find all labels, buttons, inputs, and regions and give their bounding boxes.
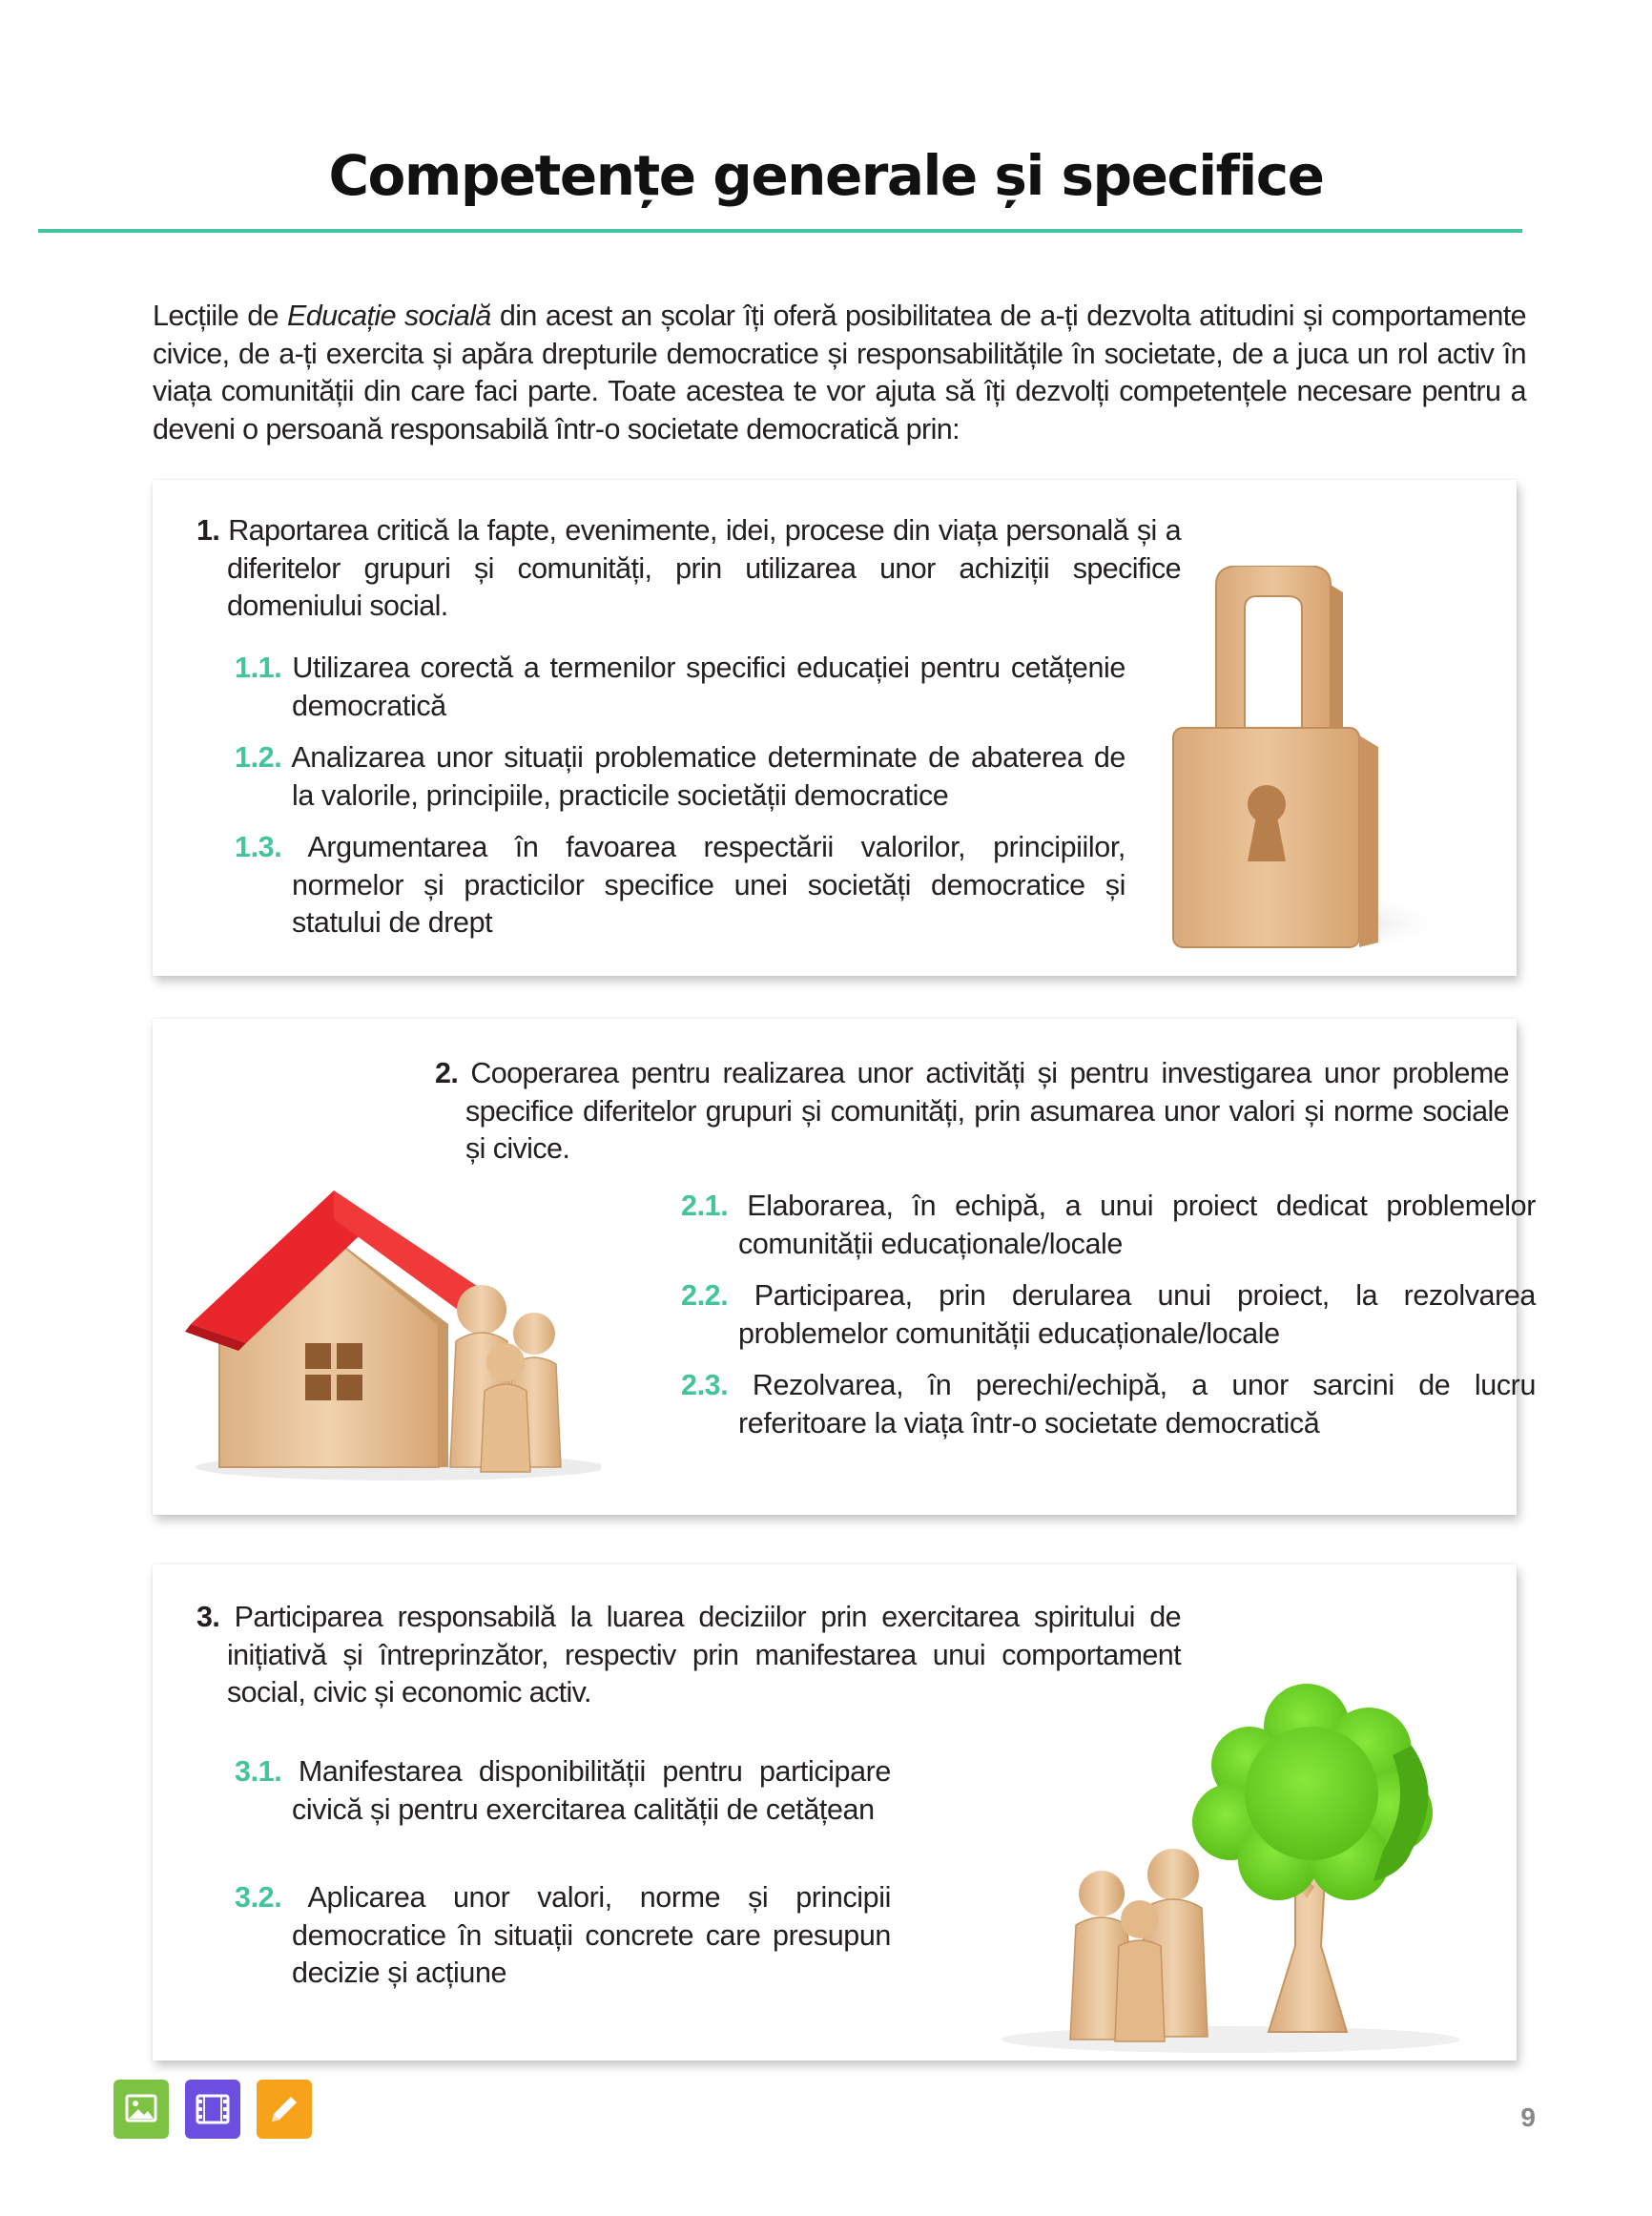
specific-1-2-number: 1.2. xyxy=(235,741,282,774)
title-underline xyxy=(38,229,1522,233)
competence-card-1 xyxy=(153,480,1517,976)
pencil-icon[interactable] xyxy=(257,2080,312,2139)
competence-2-description: Cooperarea pentru realizarea unor activități și pentru investigarea unor probleme specifice diferitelor grupuri și comunități, prin asumarea unor valori și norme sociale și civice. xyxy=(465,1057,1509,1165)
specific-2-2 xyxy=(681,1277,1536,1353)
specific-3-2-text: Aplicarea unor valori, norme și principii democratice în situații concrete care presupun decizie și acțiune xyxy=(292,1881,891,1989)
specific-1-1-text: Utilizarea corectă a termenilor specifici educației pentru cetățenie democratică xyxy=(292,652,1125,722)
specific-1-2 xyxy=(235,739,1125,815)
specific-1-3-text: Argumentarea în favoarea respectării valorilor, principiilor, normelor și practicilor specifice unei societăți democratice și statului de drept xyxy=(292,831,1125,939)
competence-card-2 xyxy=(153,1019,1537,1515)
wooden-tree-and-family-illustration xyxy=(992,1660,1488,2061)
specific-3-1-text: Manifestarea disponibilității pentru participare civică și pentru exercitarea calității de cetățean xyxy=(292,1755,891,1826)
film-icon[interactable] xyxy=(185,2080,240,2139)
specific-2-1-number: 2.1. xyxy=(681,1190,729,1222)
page-number: 9 xyxy=(1520,2102,1536,2132)
specific-2-1-text: Elaborarea, în echipă, a unui proiect dedicat problemelor comunității educaționale/locale xyxy=(738,1190,1537,1260)
competence-1-number: 1. xyxy=(196,514,220,547)
specific-2-2-text: Participarea, prin derularea unui proiect, la rezolvarea problemelor comunității educaționale/locale xyxy=(738,1279,1536,1350)
specific-1-3-number: 1.3. xyxy=(235,831,282,863)
specific-2-1 xyxy=(681,1188,1536,1263)
intro-paragraph xyxy=(153,298,1526,448)
specific-2-3 xyxy=(681,1367,1536,1442)
wooden-padlock-illustration xyxy=(1145,566,1431,966)
specific-2-3-number: 2.3. xyxy=(681,1369,729,1401)
specific-1-3 xyxy=(235,829,1125,942)
intro-text-start: Lecțiile de xyxy=(153,300,288,332)
competence-1-text xyxy=(196,512,1181,626)
specific-1-1 xyxy=(235,650,1125,725)
specific-3-2-number: 3.2. xyxy=(235,1881,282,1914)
wooden-house-and-family-illustration xyxy=(181,1181,601,1486)
intro-text-end: din acest an școlar îți oferă posibilitatea de a-ți dezvolta atitudini și comportamente civice, de a-ți exercita și apăra drepturile democratice și responsabilitățile în societate, de a juca un rol activ în viața comunității din care faci parte. Toate acestea te vor ajuta să îți dezvolți competențele necesare pentru a deveni o persoană responsabilă într-o societate democratică prin: xyxy=(153,300,1526,445)
specific-2-2-number: 2.2. xyxy=(681,1279,729,1312)
competence-3-number: 3. xyxy=(196,1601,220,1633)
competence-2-text xyxy=(435,1055,1509,1169)
intro-subject-italic: Educație socială xyxy=(287,300,491,332)
competence-card-3 xyxy=(153,1564,1517,2061)
specific-3-1-number: 3.1. xyxy=(235,1755,282,1788)
page-title: Competențe generale și specifice xyxy=(328,143,1324,208)
competence-3-description: Participarea responsabilă la luarea deciziilor prin exercitarea spiritului de inițiativă și întreprinzător, respectiv prin manifestarea unui comportament social, civic și economic activ. xyxy=(227,1601,1181,1709)
competence-2-number: 2. xyxy=(435,1057,459,1089)
specific-3-1 xyxy=(235,1753,891,1829)
competence-1-description: Raportarea critică la fapte, evenimente, idei, procese din viața personală și a diferitelor grupuri și comunități, prin utilizarea unor achiziții specifice domeniului social. xyxy=(227,514,1181,622)
specific-2-3-text: Rezolvarea, în perechi/echipă, a unor sarcini de lucru referitoare la viața într-o societate democratică xyxy=(738,1369,1537,1439)
image-icon[interactable] xyxy=(114,2080,169,2139)
specific-1-1-number: 1.1. xyxy=(235,652,282,684)
specific-1-2-text: Analizarea unor situații problematice determinate de abaterea de la valorile, principiile, practicile societății democratice xyxy=(291,741,1125,812)
specific-3-2 xyxy=(235,1879,891,1993)
